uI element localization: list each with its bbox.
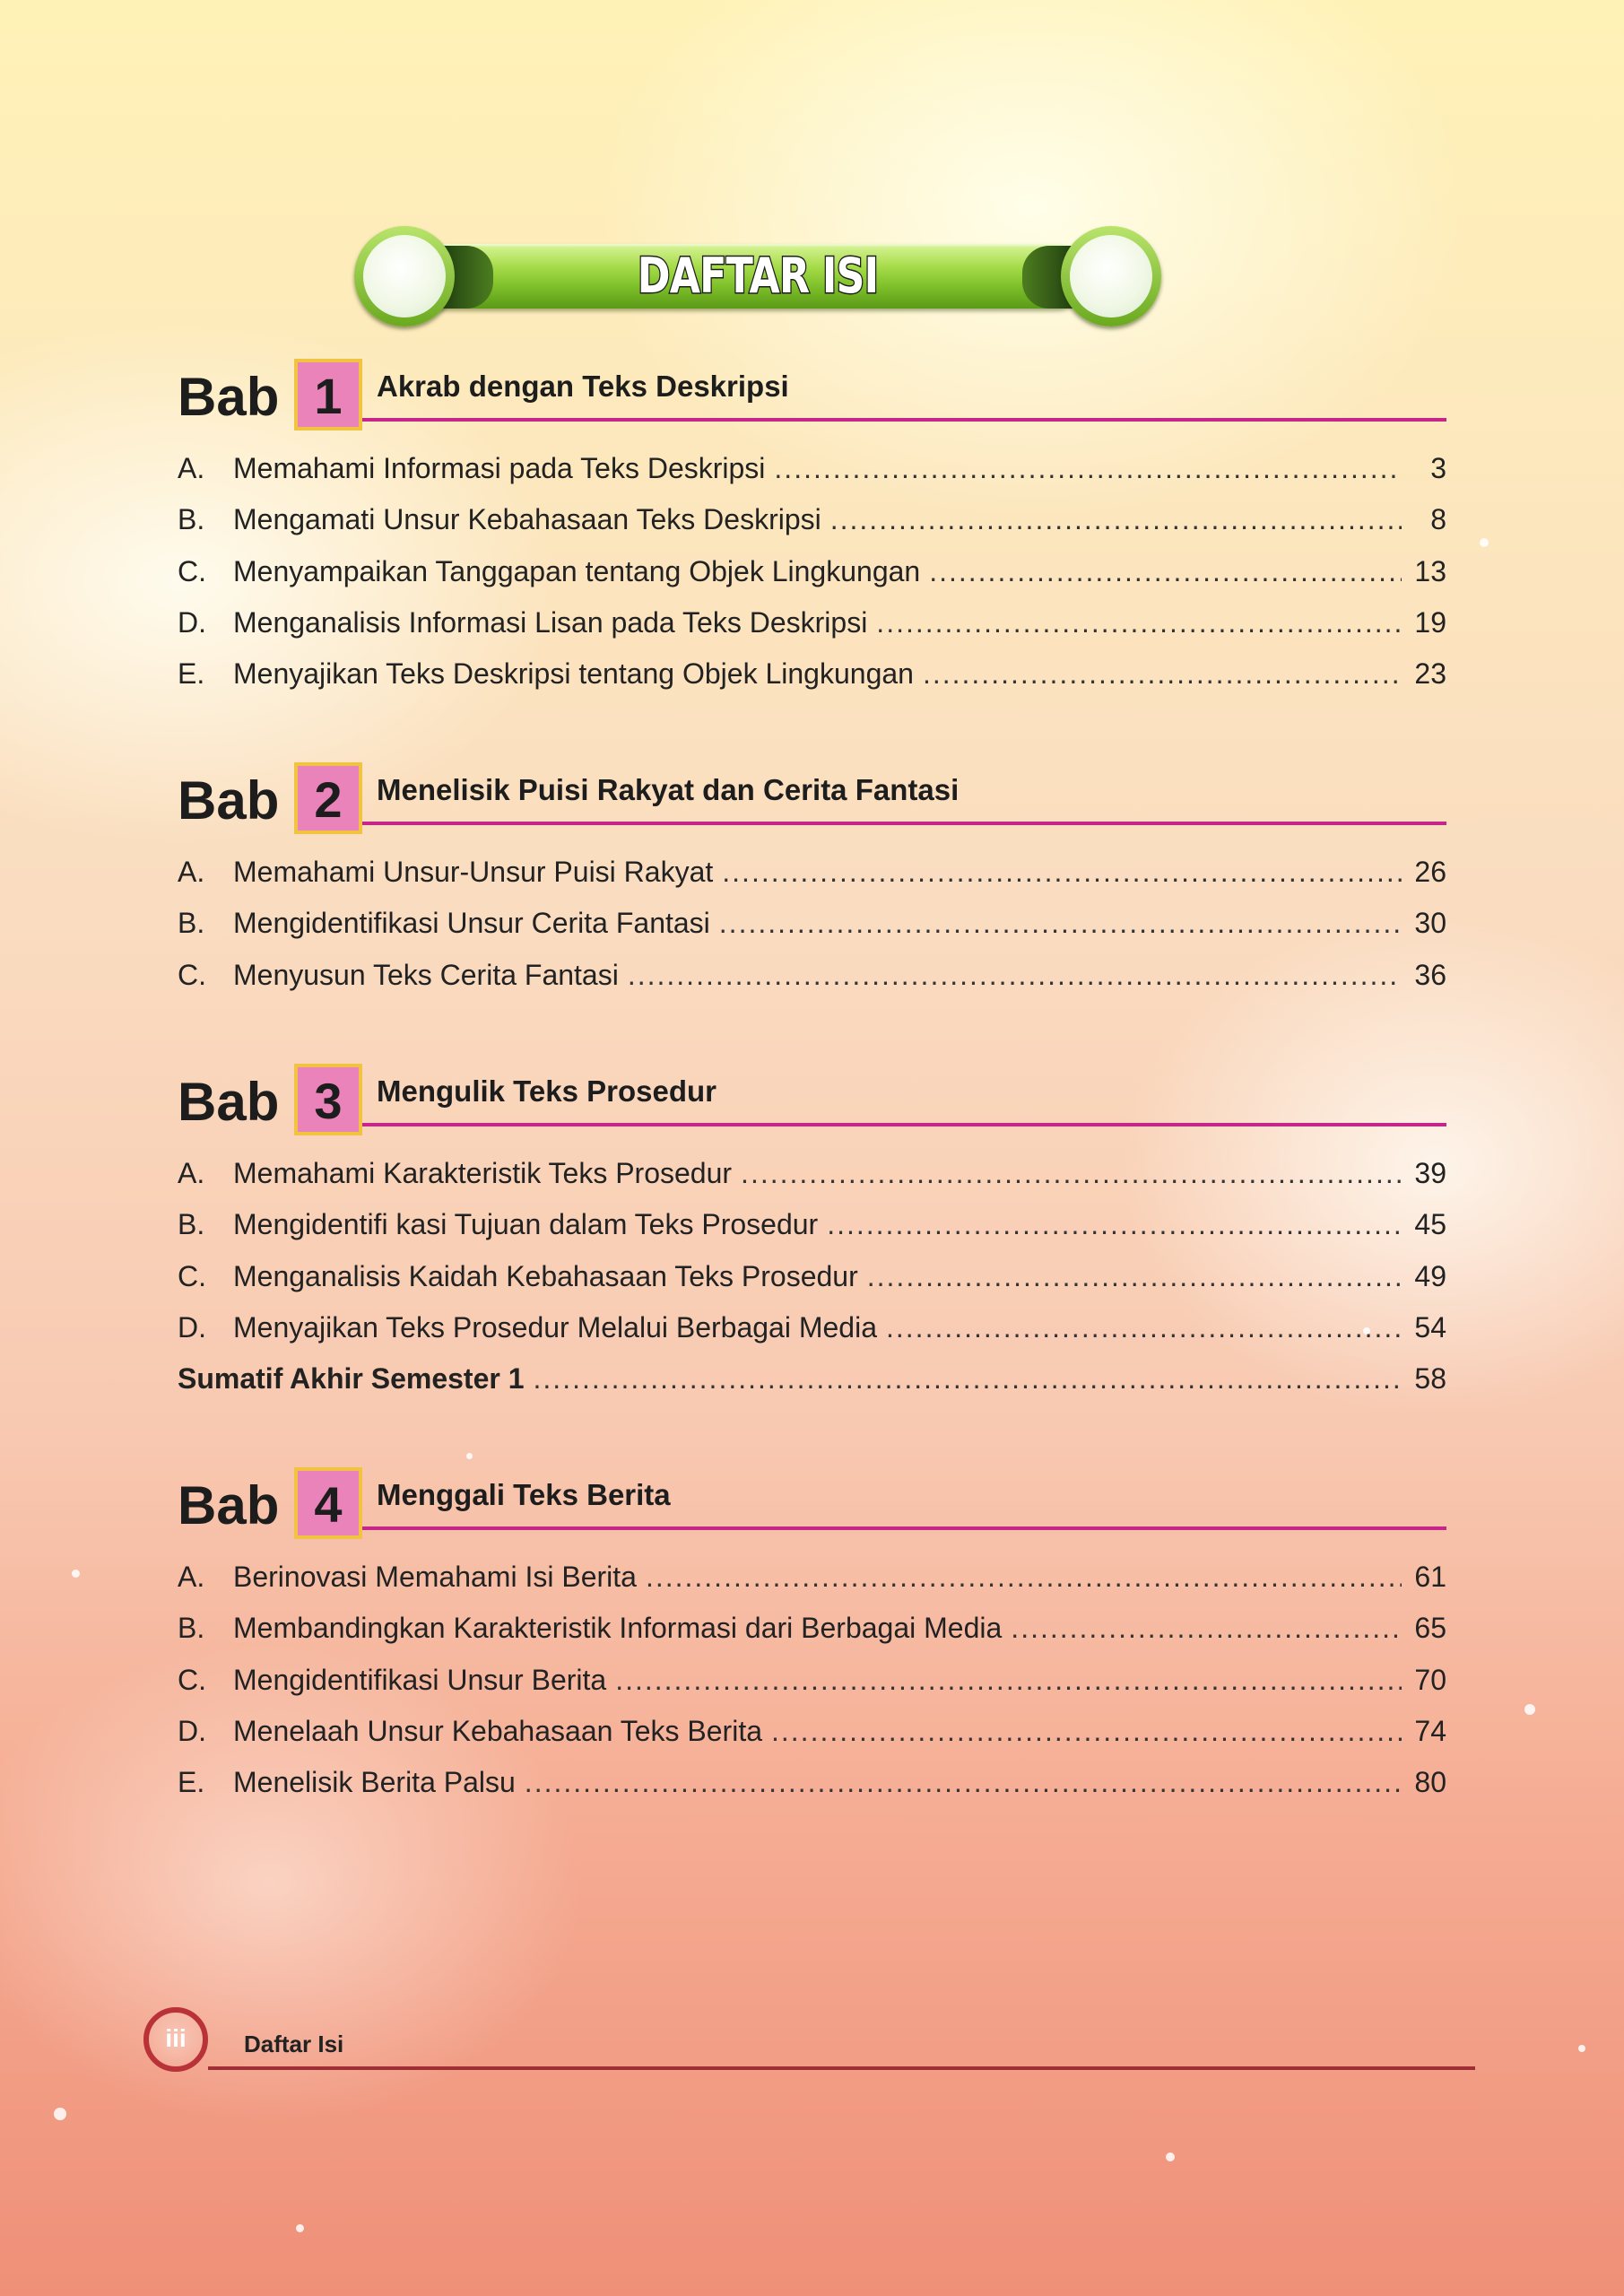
entry-letter: B.	[178, 1208, 205, 1241]
toc-entry[interactable]	[178, 1561, 1446, 1612]
sparkle	[296, 2224, 304, 2232]
entry-text: Menyampaikan Tanggapan tentang Objek Lingkungan	[233, 554, 921, 587]
entry-letter: C.	[178, 1663, 206, 1696]
dot-leader	[534, 1362, 1402, 1396]
entry-list	[178, 1561, 1446, 1817]
entry-text: Menganalisis Kaidah Kebahasaan Teks Prosedur	[233, 1259, 858, 1292]
entry-letter: B.	[178, 907, 205, 940]
chapter-title: Menggali Teks Berita	[377, 1478, 671, 1511]
entry-page: 3	[1430, 452, 1446, 484]
chapter-rule	[362, 418, 1446, 422]
entry-letter: E.	[178, 657, 205, 691]
dot-leader	[771, 1715, 1402, 1748]
entry-letter: C.	[178, 1259, 206, 1292]
sparkle	[1578, 2045, 1585, 2052]
footer-rule	[208, 2066, 1475, 2070]
entry-page: 61	[1414, 1561, 1446, 1593]
entry-list	[178, 1157, 1446, 1413]
dot-leader	[628, 959, 1402, 992]
dot-leader	[929, 555, 1402, 588]
toc-entry[interactable]	[178, 1664, 1446, 1715]
entry-page: 65	[1414, 1612, 1446, 1645]
entry-page: 74	[1414, 1714, 1446, 1747]
toc-entry[interactable]	[178, 1715, 1446, 1766]
toc-entry[interactable]	[178, 657, 1446, 709]
entry-letter: D.	[178, 1310, 206, 1344]
chapter-number: 2	[294, 762, 362, 834]
entry-text: Menyajikan Teks Deskripsi tentang Objek Lingkungan	[233, 657, 914, 691]
entry-letter: D.	[178, 1714, 206, 1747]
chapter-rule	[362, 822, 1446, 825]
entry-text: Menyajikan Teks Prosedur Melalui Berbagai Media	[233, 1310, 877, 1344]
chapter-header	[178, 1467, 1446, 1548]
page-footer	[143, 2007, 1475, 2079]
entry-page: 13	[1414, 554, 1446, 587]
chapter-3	[178, 1064, 1446, 1413]
dot-leader	[646, 1561, 1402, 1594]
toc-entry[interactable]	[178, 1157, 1446, 1208]
chapter-title: Menelisik Puisi Rakyat dan Cerita Fantasi	[377, 773, 960, 806]
sparkle	[1524, 1704, 1535, 1715]
dot-leader	[615, 1664, 1402, 1697]
entry-letter: C.	[178, 958, 206, 991]
toc-entry[interactable]	[178, 856, 1446, 907]
entry-page: 45	[1414, 1208, 1446, 1241]
dot-leader	[886, 1311, 1402, 1344]
entry-letter: B.	[178, 1612, 205, 1645]
chapter-number: 1	[294, 359, 362, 430]
entry-text: Memahami Karakteristik Teks Prosedur	[233, 1157, 733, 1189]
entry-text: Menelaah Unsur Kebahasaan Teks Berita	[233, 1714, 762, 1747]
entry-page: 8	[1430, 503, 1446, 536]
entry-letter: D.	[178, 605, 206, 639]
chapter-4	[178, 1467, 1446, 1817]
toc-entry[interactable]	[178, 1208, 1446, 1259]
entry-letter: C.	[178, 554, 206, 587]
chapter-title: Mengulik Teks Prosedur	[377, 1074, 716, 1108]
page-title: DAFTAR ISI	[637, 248, 879, 304]
dot-leader	[876, 606, 1402, 639]
chapter-rule	[362, 1526, 1446, 1530]
entry-text: Sumatif Akhir Semester 1	[178, 1362, 525, 1396]
entry-letter: A.	[178, 452, 205, 484]
toc-entry-summary[interactable]	[178, 1362, 1446, 1413]
entry-text: Menelisik Berita Palsu	[233, 1766, 516, 1799]
entry-letter: A.	[178, 1561, 205, 1593]
entry-page: 80	[1414, 1766, 1446, 1799]
toc-entry[interactable]	[178, 452, 1446, 503]
bab-label: Bab	[178, 367, 280, 427]
dot-leader	[830, 503, 1402, 536]
entry-page: 19	[1414, 605, 1446, 639]
entry-text: Memahami Informasi pada Teks Deskripsi	[233, 452, 766, 484]
dot-leader	[827, 1208, 1402, 1241]
title-banner	[354, 224, 1161, 332]
toc-entry[interactable]	[178, 606, 1446, 657]
sparkle	[466, 1453, 473, 1459]
entry-text: Memahami Unsur-Unsur Puisi Rakyat	[233, 856, 714, 888]
entry-page: 58	[1414, 1362, 1446, 1396]
entry-page: 39	[1414, 1157, 1446, 1189]
bab-label: Bab	[178, 1072, 280, 1132]
entry-text: Mengidentifikasi Unsur Cerita Fantasi	[233, 907, 710, 940]
page-number-badge: iii	[143, 2007, 208, 2072]
sparkle	[1166, 2152, 1175, 2161]
chapter-number: 4	[294, 1467, 362, 1539]
toc-entry[interactable]	[178, 1766, 1446, 1817]
toc-entry[interactable]	[178, 1311, 1446, 1362]
dot-leader	[1011, 1612, 1402, 1645]
toc-entry[interactable]	[178, 907, 1446, 958]
footer-label: Daftar Isi	[244, 2031, 344, 2057]
bab-label: Bab	[178, 770, 280, 831]
entry-text: Mengidentifi kasi Tujuan dalam Teks Prosedur	[233, 1208, 819, 1241]
chapter-title: Akrab dengan Teks Deskripsi	[377, 370, 789, 403]
entry-text: Menganalisis Informasi Lisan pada Teks Deskripsi	[233, 605, 868, 639]
entry-list	[178, 452, 1446, 709]
toc-entry[interactable]	[178, 959, 1446, 1010]
dot-leader	[867, 1260, 1402, 1293]
chapter-header	[178, 359, 1446, 439]
entry-letter: B.	[178, 503, 205, 536]
toc-entry[interactable]	[178, 555, 1446, 606]
chapter-rule	[362, 1123, 1446, 1126]
dot-leader	[525, 1766, 1402, 1799]
chapter-header	[178, 1064, 1446, 1144]
entry-text: Mengidentifikasi Unsur Berita	[233, 1663, 607, 1696]
entry-page: 49	[1414, 1259, 1446, 1292]
dot-leader	[741, 1157, 1402, 1190]
entry-letter: A.	[178, 856, 205, 888]
toc-entry[interactable]	[178, 503, 1446, 554]
sparkle	[72, 1570, 80, 1578]
dot-leader	[719, 907, 1402, 940]
entry-text: Berinovasi Memahami Isi Berita	[233, 1561, 637, 1593]
chapter-1	[178, 359, 1446, 709]
entry-text: Menyusun Teks Cerita Fantasi	[233, 958, 619, 991]
entry-letter: E.	[178, 1766, 205, 1799]
sparkle	[54, 2108, 66, 2120]
chapter-number: 3	[294, 1064, 362, 1135]
entry-page: 54	[1414, 1310, 1446, 1344]
dot-leader	[923, 657, 1402, 691]
entry-page: 70	[1414, 1663, 1446, 1696]
entry-text: Mengamati Unsur Kebahasaan Teks Deskripsi	[233, 503, 821, 536]
dot-leader	[722, 856, 1402, 889]
chapter-2	[178, 762, 1446, 1010]
entry-text: Membandingkan Karakteristik Informasi dari Berbagai Media	[233, 1612, 1003, 1645]
toc-entry[interactable]	[178, 1260, 1446, 1311]
dot-leader	[774, 452, 1402, 485]
entry-page: 36	[1414, 958, 1446, 991]
sparkle	[1480, 538, 1489, 547]
entry-page: 30	[1414, 907, 1446, 940]
toc-entry[interactable]	[178, 1612, 1446, 1663]
entry-page: 23	[1414, 657, 1446, 691]
chapter-header	[178, 762, 1446, 843]
entry-page: 26	[1414, 856, 1446, 888]
entry-letter: A.	[178, 1157, 205, 1189]
entry-list	[178, 856, 1446, 1010]
bab-label: Bab	[178, 1475, 280, 1535]
